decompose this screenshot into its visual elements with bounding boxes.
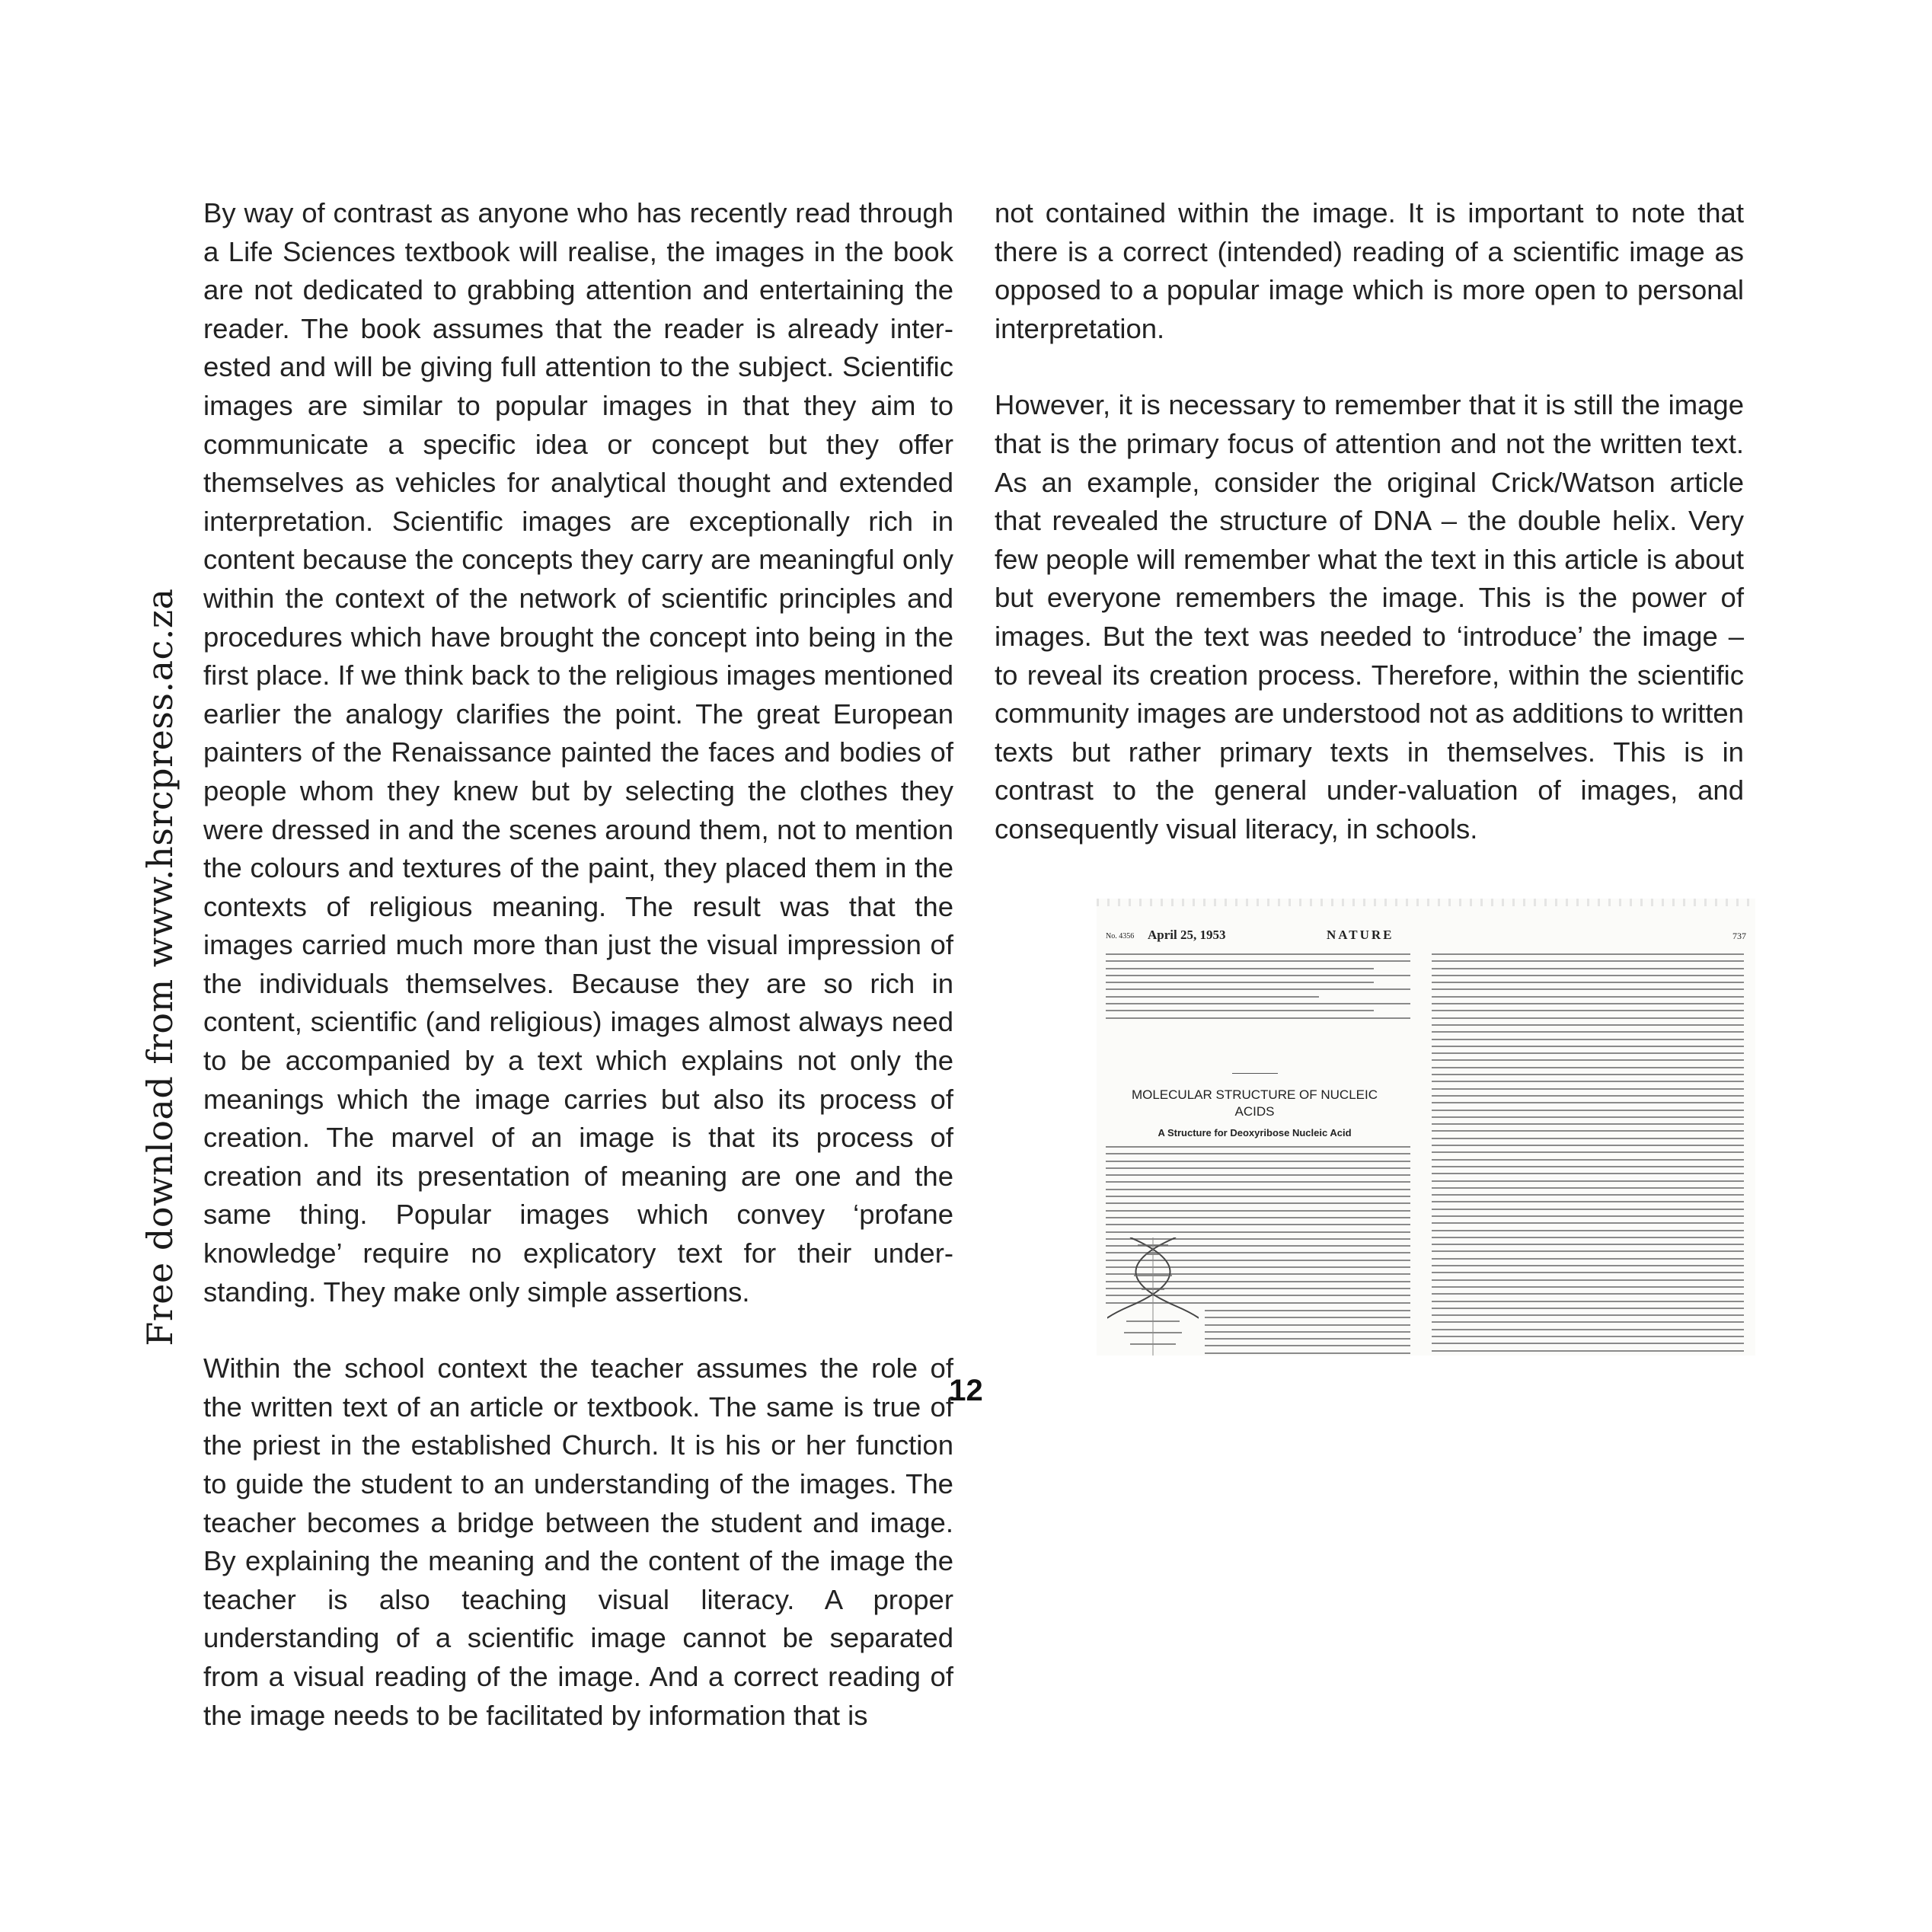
right-text-column [995,194,1744,887]
scan-reference-lines [1106,953,1410,1024]
scan-edge-noise [1097,899,1755,906]
scan-right-body-lines [1432,953,1744,1356]
scan-article-title: MOLECULAR STRUCTURE OF NUCLEIC ACIDS [1131,1087,1378,1119]
download-watermark: Free download from www.hsrcpress.ac.za [139,588,180,1346]
body-paragraph: Within the school context the teacher assumes the role of the written text of an article or textbook. The same is true of the priest in the established Church. It is his or her function to guide the student to an understanding of the images. The teacher becomes a bridge between the student and image. By explaining the meaning and the content of the image the teacher is also teaching visual literacy. A proper understanding of a scientific image cannot be separated from a visual reading of the image. And a correct reading of the image needs to be facilitated by information that is [203,1352,953,1731]
scan-date: April 25, 1953 [1148,928,1226,942]
scan-header [1106,928,1746,946]
page-number: 12 [949,1374,983,1407]
scan-page-number: 737 [1732,931,1746,941]
scan-article-subtitle: A Structure for Deoxyribose Nucleic Acid [1158,1127,1352,1138]
body-paragraph: However, it is necessary to remember that it is still the image that is the primary focus of attention and not the written text. As an example, consider the original Crick/Watson article that revealed the structure of DNA – the double helix. Very few people will remember what the text in this article is about but everyone remembers the image. This is the power of images. But the text was needed to ‘introduce’ the image – to reveal its creation process. Therefore, within the scientific community images are understood not as additions to written texts but rather primary texts in themselves. This is in contrast to the general under-valuation of images, and consequently visual literacy, in schools. [995,389,1744,845]
body-paragraph: not contained within the image. It is important to note that there is a correct (intended) reading of a scientific image as opposed to a popular image which is more open to personal interpretation. [995,197,1744,344]
body-paragraph: By way of contrast as anyone who has recently read through a Life Sciences textbook will realise, the images in the book are not dedicated to grabbing attention and entertaining the reader. The book assumes that the reader is already interested and will be giving full attention to the subject. Scientific images are similar to popular images in that they aim to communicate a specific idea or concept but they offer themselves as vehicles for analytical thought and extended interpretation. Scientific images are exceptionally rich in content because the concepts they carry are meaningful only within the context of the network of scientific principles and procedures which have brought the concept into being in the first place. If we think back to the religious images mentioned earlier the analogy clarifies the point. The great European painters of the Renaissance painted the faces and bodies of people whom they knew but by selecting the clothes they were dressed in and the scenes around them, not to mention the colours and textures of the paint, they placed them in the contexts of religious meaning. The result was that the images carried much more than just the visual impression of the individuals themselves. Because they are so rich in content, scientific (and religious) images almost always need to be accompanied by a text which explains not only the meanings which the image carries but also its process of creation. The marvel of an image is that its process of creation and its presentation of meaning are one and the same thing. Popular images which convey ‘profane knowledge’ require no explicatory text for their understanding. They make only simple assertions. [203,197,953,1308]
double-helix-diagram [1107,1237,1199,1356]
scan-left-narrow-lines [1205,1310,1410,1356]
scan-journal-name: NATURE [1327,928,1394,942]
scan-rule [1232,1073,1278,1074]
scan-issue-number: No. 4356 [1106,932,1135,940]
left-text-column [203,194,953,1773]
nature-article-scan [1097,899,1755,1356]
